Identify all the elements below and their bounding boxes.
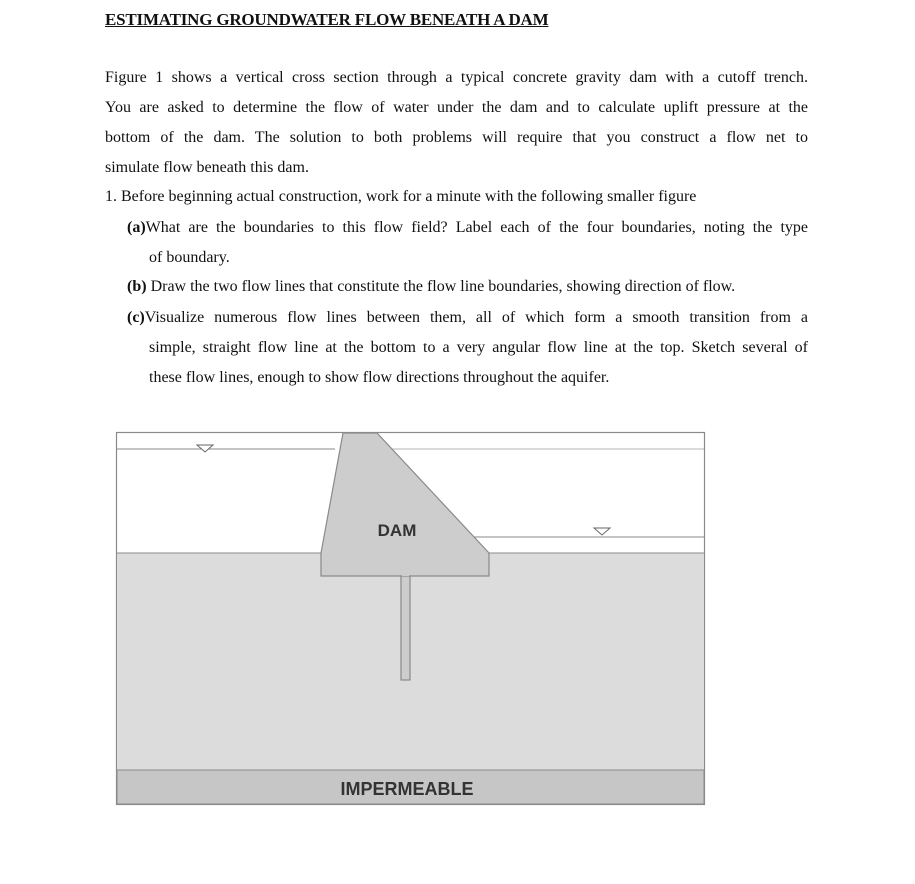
dam-cross-section-figure <box>113 429 707 820</box>
part-a-line-1 <box>127 220 808 236</box>
part-c-line-1 <box>127 310 808 326</box>
page-title: ESTIMATING GROUNDWATER FLOW BENEATH A DAM <box>105 10 549 29</box>
part-c-text-1: Visualize numerous flow lines between them, all of which form a smooth transition from a <box>144 309 808 326</box>
dam-figure-svg <box>113 429 707 820</box>
part-c-line-2: simple, straight flow line at the bottom to a very angular flow line at the top. Sketch several of <box>149 339 808 356</box>
part-c-line-3: these flow lines, enough to show flow directions throughout the aquifer. <box>149 369 610 386</box>
part-a-label: (a) <box>127 219 146 236</box>
part-a-text-1: What are the boundaries to this flow field? Label each of the four boundaries, noting the type <box>145 219 808 236</box>
intro-line-1: Figure 1 shows a vertical cross section through a typical concrete gravity dam with a cutoff trench. <box>105 69 808 86</box>
impermeable-label: IMPERMEABLE <box>340 779 474 799</box>
intro-line-2: You are asked to determine the flow of water under the dam and to calculate uplift pressure at the <box>105 99 808 116</box>
part-b-line-1 <box>127 279 808 295</box>
dam-label: DAM <box>377 521 417 540</box>
part-b-text-1: Draw the two flow lines that constitute the flow line boundaries, showing direction of flow. <box>150 278 736 295</box>
part-c-label: (c) <box>127 309 145 326</box>
part-a-line-2: of boundary. <box>149 249 230 266</box>
intro-line-4: simulate flow beneath this dam. <box>105 159 309 176</box>
cutoff-trench <box>401 576 410 680</box>
intro-line-3: bottom of the dam. The solution to both problems will require that you construct a flow net to <box>105 129 808 146</box>
part-b-label: (b) <box>127 278 147 295</box>
question-1: 1. Before beginning actual construction, work for a minute with the following smaller figure <box>105 188 697 205</box>
